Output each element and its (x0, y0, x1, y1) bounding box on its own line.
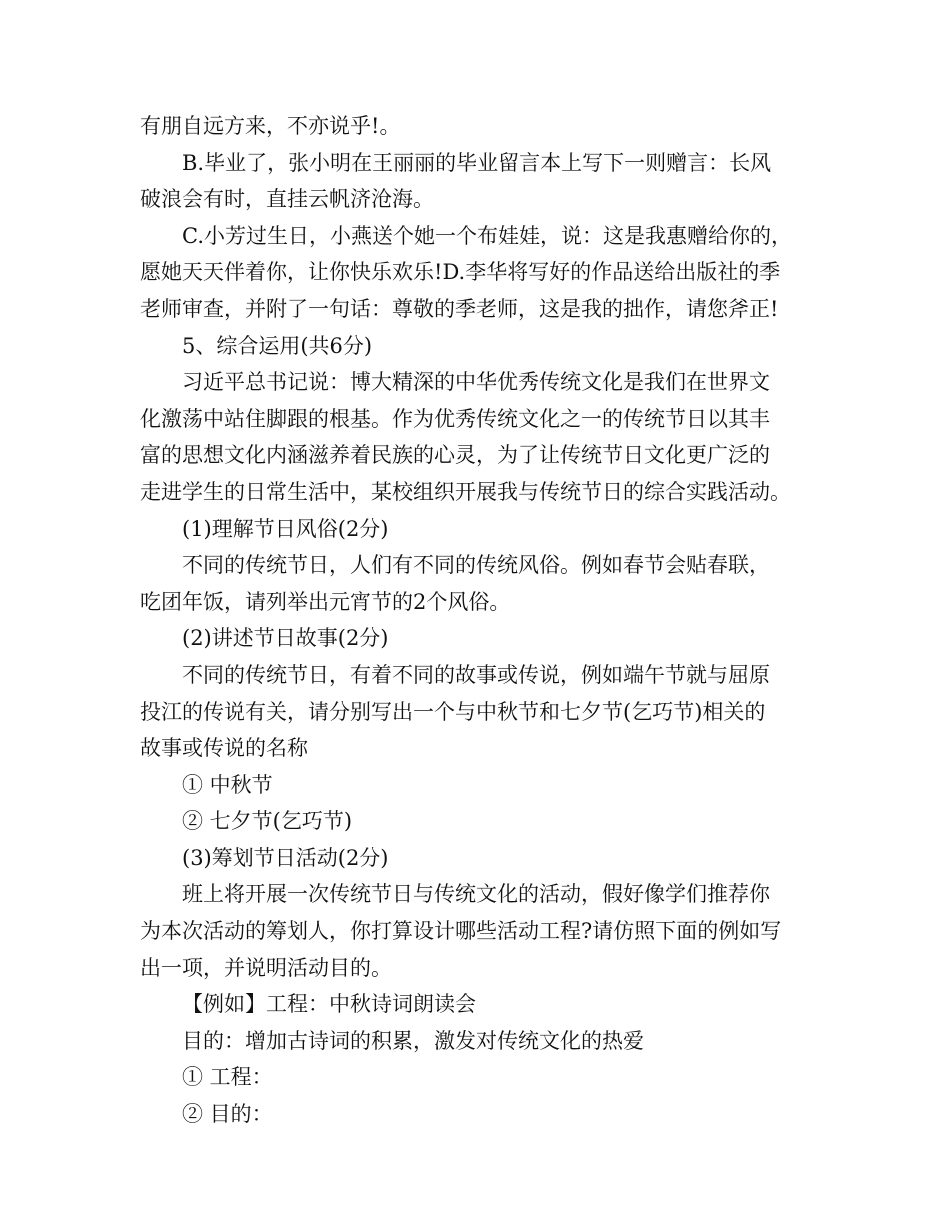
text-line: 为本次活动的筹划人，你打算设计哪些活动工程?请仿照下面的例如写 (140, 919, 782, 944)
question-heading: (2)讲述节日故事(2分) (182, 626, 389, 651)
text-line: 愿她天天伴着你，让你快乐欢乐!D.李华将写好的作品送给出版社的季 (140, 260, 781, 285)
text-line: 老师审查，并附了一句话：尊敬的季老师，这是我的拙作，请您斧正! (140, 296, 779, 321)
section-heading: 5、综合运用(共6分) (182, 333, 373, 358)
paragraph-line: 不同的传统节日，人们有不同的传统风俗。例如春节会贴春联， (182, 553, 770, 578)
answer-item: ① 中秋节 (182, 772, 273, 797)
text-line: 投江的传说有关，请分别写出一个与中秋节和七夕节(乞巧节)相关的 (140, 699, 766, 724)
text-line: 破浪会有时，直挂云帆济沧海。 (140, 187, 434, 212)
option-b-line: B.毕业了，张小明在王丽丽的毕业留言本上写下一则赠言：长风 (182, 150, 772, 175)
text-line: 有朋自远方来，不亦说乎!。 (140, 114, 401, 138)
question-heading: (3)筹划节日活动(2分) (182, 845, 389, 870)
document-body (140, 108, 815, 1133)
option-c-line: C.小芳过生日，小燕送个她一个布娃娃，说：这是我惠赠给你的， (182, 223, 792, 248)
example-line: 【例如】工程：中秋诗词朗读会 (182, 992, 476, 1017)
answer-item: ② 七夕节(乞巧节) (182, 809, 353, 834)
paragraph-line: 习近平总书记说：博大精深的中华优秀传统文化是我们在世界文 (182, 370, 770, 395)
text-line: 吃团年饭，请列举出元宵节的2个风俗。 (140, 589, 511, 614)
text-line: 富的思想文化内涵滋养着民族的心灵，为了让传统节日文化更广泛的 (140, 443, 770, 468)
text-line: 走进学生的日常生活中，某校组织开展我与传统节日的综合实践活动。 (140, 479, 791, 504)
paragraph-line: 班上将开展一次传统节日与传统文化的活动，假好像学们推荐你 (182, 882, 770, 907)
paragraph-line: 不同的传统节日，有着不同的故事或传说，例如端午节就与屈原 (182, 662, 770, 687)
answer-item: ① 工程： (182, 1065, 273, 1090)
answer-item: ② 目的： (182, 1102, 273, 1127)
text-line: 出一项，并说明活动目的。 (140, 955, 392, 980)
text-line: 故事或传说的名称 (140, 736, 308, 761)
text-line: 化激荡中站住脚跟的根基。作为优秀传统文化之一的传统节日以其丰 (140, 406, 770, 431)
example-line: 目的：增加古诗词的积累，激发对传统文化的热爱 (182, 1028, 644, 1053)
question-heading: (1)理解节日风俗(2分) (182, 516, 389, 541)
